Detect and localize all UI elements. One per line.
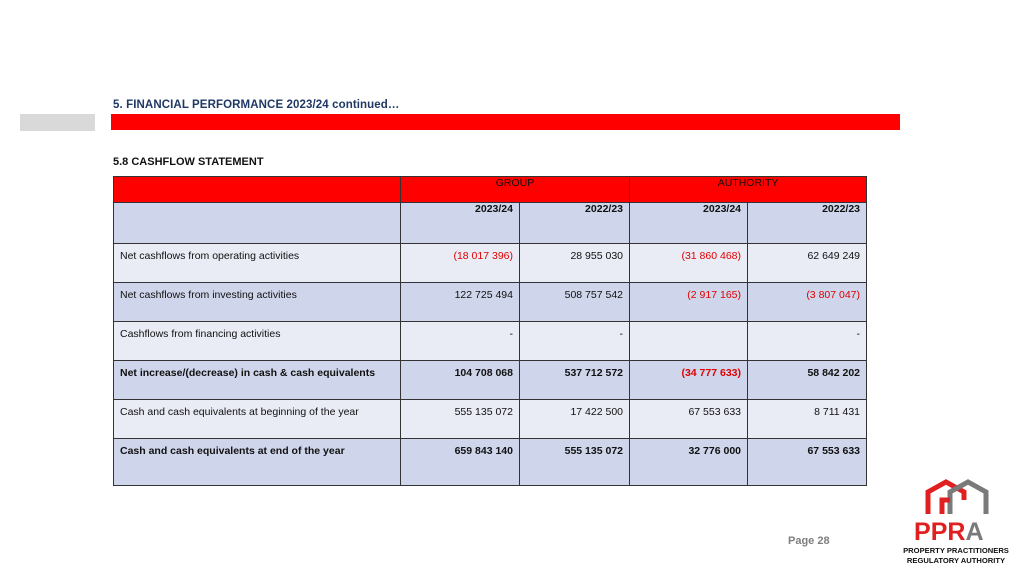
ppra-logo bbox=[898, 478, 1018, 570]
value-cell: (18 017 396) bbox=[401, 244, 520, 283]
logo-line-1: PROPERTY PRACTITIONERS bbox=[903, 546, 1009, 555]
logo-letter: R bbox=[947, 518, 966, 546]
year-cell: 2022/23 bbox=[748, 203, 867, 244]
table-row bbox=[114, 283, 867, 322]
value-cell: 28 955 030 bbox=[520, 244, 630, 283]
section-title: 5. FINANCIAL PERFORMANCE 2023/24 continued… bbox=[113, 99, 400, 111]
value-cell: 67 553 633 bbox=[748, 439, 867, 486]
value-cell: 104 708 068 bbox=[401, 361, 520, 400]
value-cell: 659 843 140 bbox=[401, 439, 520, 486]
row-label: Cash and cash equivalents at beginning of the year bbox=[114, 400, 401, 439]
page-number: Page 28 bbox=[788, 535, 830, 547]
table-header-row bbox=[114, 177, 867, 203]
value-cell: (31 860 468) bbox=[630, 244, 748, 283]
table-row bbox=[114, 361, 867, 400]
sub-title: 5.8 CASHFLOW STATEMENT bbox=[113, 156, 264, 168]
table-row bbox=[114, 322, 867, 361]
row-label: Cashflows from financing activities bbox=[114, 322, 401, 361]
table-row bbox=[114, 400, 867, 439]
value-cell: (3 807 047) bbox=[748, 283, 867, 322]
row-label: Cash and cash equivalents at end of the year bbox=[114, 439, 401, 486]
authority-header: AUTHORITY bbox=[630, 177, 867, 203]
red-accent-bar bbox=[111, 114, 900, 130]
table-row bbox=[114, 439, 867, 486]
value-cell: 17 422 500 bbox=[520, 400, 630, 439]
value-cell: 8 711 431 bbox=[748, 400, 867, 439]
value-cell: 122 725 494 bbox=[401, 283, 520, 322]
logo-letter: P bbox=[914, 518, 931, 546]
year-cell: 2022/23 bbox=[520, 203, 630, 244]
value-cell: 58 842 202 bbox=[748, 361, 867, 400]
header-empty-cell bbox=[114, 177, 401, 203]
logo-letter: P bbox=[930, 518, 948, 546]
value-cell: - bbox=[401, 322, 520, 361]
year-empty-cell bbox=[114, 203, 401, 244]
value-cell: - bbox=[520, 322, 630, 361]
value-cell: 555 135 072 bbox=[520, 439, 630, 486]
value-cell: 62 649 249 bbox=[748, 244, 867, 283]
row-label: Net cashflows from investing activities bbox=[114, 283, 401, 322]
value-cell: 555 135 072 bbox=[401, 400, 520, 439]
value-cell: (34 777 633) bbox=[630, 361, 748, 400]
value-cell: 32 776 000 bbox=[630, 439, 748, 486]
row-label: Net cashflows from operating activities bbox=[114, 244, 401, 283]
table-row bbox=[114, 244, 867, 283]
row-label: Net increase/(decrease) in cash & cash equivalents bbox=[114, 361, 401, 400]
value-cell: 508 757 542 bbox=[520, 283, 630, 322]
logo-wordmark bbox=[914, 518, 984, 546]
value-cell: 537 712 572 bbox=[520, 361, 630, 400]
house-icon bbox=[920, 478, 990, 518]
year-cell: 2023/24 bbox=[630, 203, 748, 244]
value-cell bbox=[630, 322, 748, 361]
group-header: GROUP bbox=[401, 177, 630, 203]
year-cell: 2023/24 bbox=[401, 203, 520, 244]
logo-line-2: REGULATORY AUTHORITY bbox=[906, 556, 1006, 565]
logo-letter: A bbox=[965, 518, 984, 546]
value-cell: - bbox=[748, 322, 867, 361]
cashflow-table bbox=[113, 176, 867, 486]
logo-subtitle bbox=[898, 546, 1014, 566]
value-cell: (2 917 165) bbox=[630, 283, 748, 322]
gray-accent-bar bbox=[20, 114, 95, 131]
year-header-row bbox=[114, 203, 867, 244]
value-cell: 67 553 633 bbox=[630, 400, 748, 439]
